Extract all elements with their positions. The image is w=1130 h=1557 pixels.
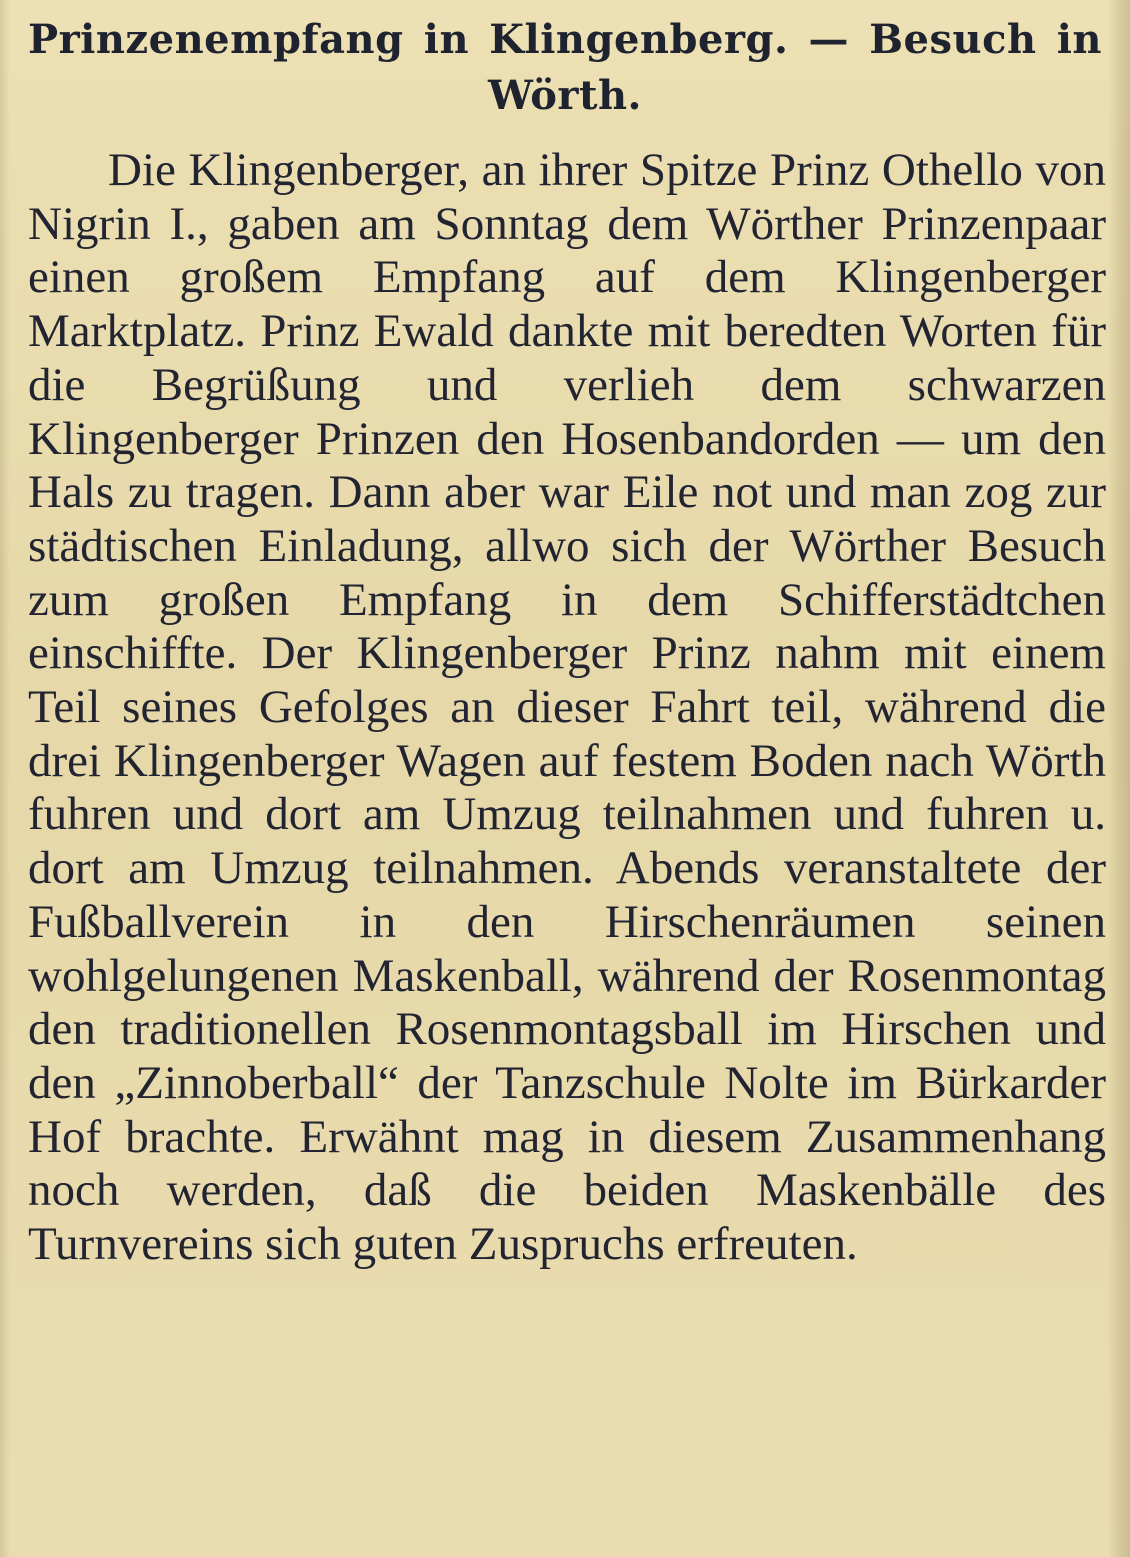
paper-left-edge	[0, 0, 10, 1557]
article-body: Die Klingenberger, an ihrer Spitze Prinz Othello von Nigrin I., gaben am Sonntag dem Wörther Prinzenpaar einen großem Empfang auf dem Klingenberger Marktplatz. Prinz Ewald dankte mit beredten Worten für die Begrüßung und verlieh dem schwarzen Klingenberger Prinzen den Hosenbandorden — um den Hals zu tragen. Dann aber war Eile not und man zog zur städtischen Einladung, allwo sich der Wörther Besuch zum großen Empfang in dem Schifferstädtchen einschiffte. Der Klingenberger Prinz nahm mit einem Teil seines Gefolges an dieser Fahrt teil, während die drei Klingenberger Wagen auf festem Boden nach Wörth fuhren und dort am Umzug teilnahmen und fuhren u. dort am Umzug teilnahmen. Abends veranstaltete der Fußballverein in den Hirschenräumen seinen wohlgelungenen Maskenball, während der Rosenmontag den traditionellen Rosenmontagsball im Hirschen und den „Zinnoberball“ der Tanzschule Nolte im Bürkarder Hof brachte. Erwähnt mag in diesem Zusammenhang noch werden, daß die beiden Maskenbälle des Turnvereins sich guten Zuspruchs erfreuten.	[28, 144, 1106, 1271]
paper-right-edge	[1108, 0, 1130, 1557]
article-headline: Prinzenempfang in Klingenberg. — Besuch in Wörth.	[28, 16, 1102, 119]
